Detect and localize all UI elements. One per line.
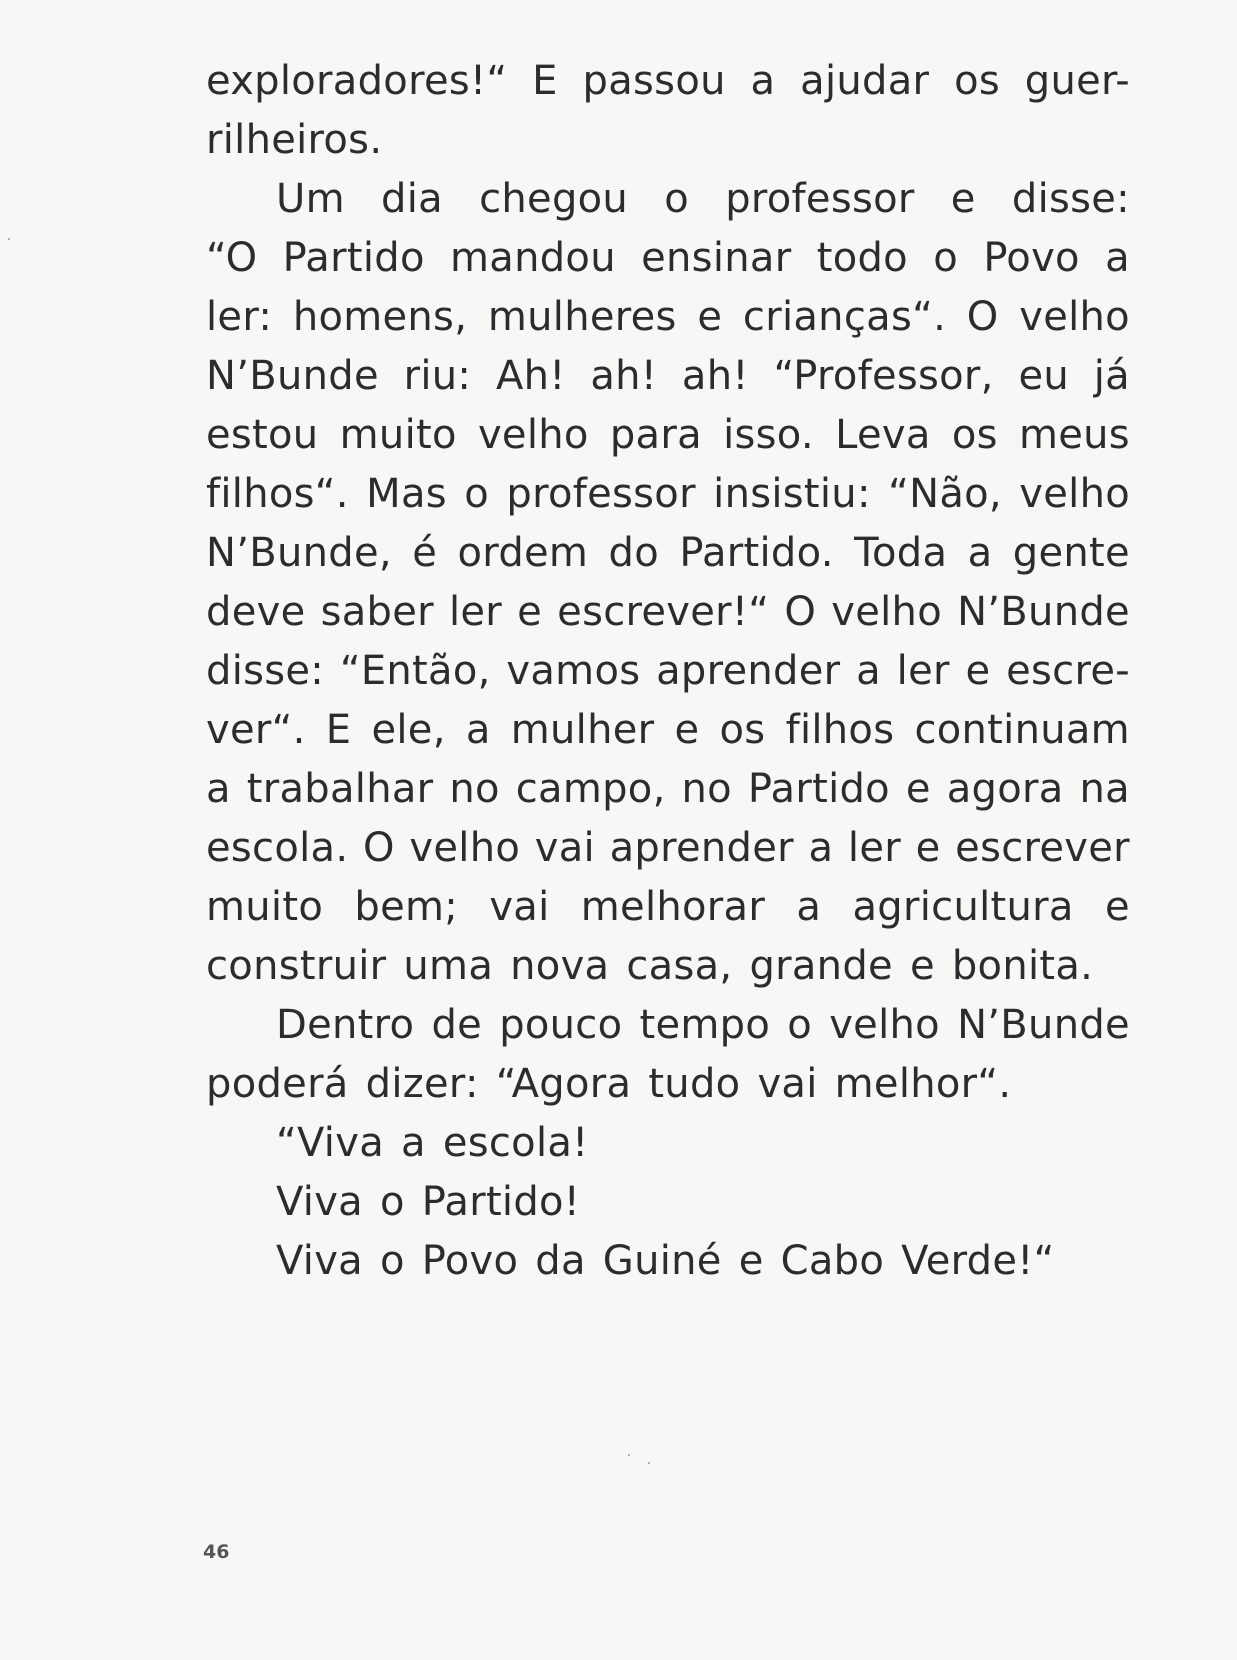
paper-speck (648, 1462, 650, 1464)
text-line: “Viva a escola! (276, 1120, 589, 1166)
text-line: N’Bunde riu: Ah! ah! ah! “Professor, eu já (206, 353, 1130, 399)
text-line: filhos“. Mas o professor insistiu: “Não, velho (206, 471, 1130, 517)
text-line: Viva o Povo da Guiné e Cabo Verde!“ (276, 1238, 1055, 1284)
text-line: rilheiros. (206, 117, 383, 163)
text-line: exploradores!“ E passou a ajudar os guer- (206, 58, 1130, 104)
text-line: a trabalhar no campo, no Partido e agora na (206, 766, 1130, 812)
text-line: Viva o Partido! (276, 1179, 581, 1225)
text-line: ver“. E ele, a mulher e os filhos continuam (206, 707, 1130, 753)
text-line: escola. O velho vai aprender a ler e escrever (206, 825, 1130, 871)
text-line: construir uma nova casa, grande e bonita. (206, 943, 1094, 989)
page-number: 46 (203, 1541, 230, 1563)
text-line: “O Partido mandou ensinar todo o Povo a (206, 235, 1130, 281)
text-line: ler: homens, mulheres e crianças“. O velho (206, 294, 1130, 340)
body-text (206, 52, 1130, 1291)
text-line: Um dia chegou o professor e disse: (276, 176, 1130, 222)
text-line: N’Bunde, é ordem do Partido. Toda a gente (206, 530, 1130, 576)
paper-speck (8, 238, 10, 240)
text-line: poderá dizer: “Agora tudo vai melhor“. (206, 1061, 1012, 1107)
text-line: estou muito velho para isso. Leva os meus (206, 412, 1130, 458)
paper-speck (628, 1454, 630, 1456)
text-line: disse: “Então, vamos aprender a ler e escre- (206, 648, 1130, 694)
text-line: muito bem; vai melhorar a agricultura e (206, 884, 1130, 930)
text-line: deve saber ler e escrever!“ O velho N’Bunde (206, 589, 1130, 635)
text-line: Dentro de pouco tempo o velho N’Bunde (276, 1002, 1130, 1048)
